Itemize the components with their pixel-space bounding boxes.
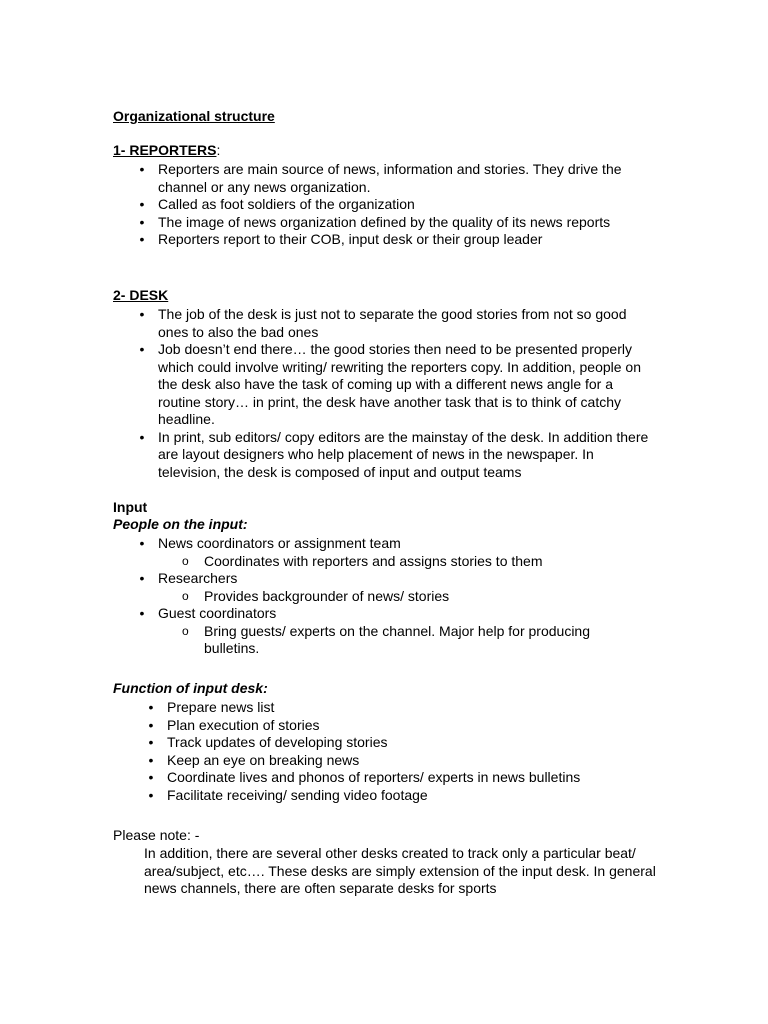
- bullet-icon: •: [139, 231, 145, 247]
- note-paragraph: In addition, there are several other desks created to track only a particular beat/ area/subject, etc…. These desks are simply extension of the input desk. In general news channels, there are often separate desks for sports: [144, 845, 656, 896]
- bullet-icon: •: [148, 769, 154, 785]
- bullet-icon: •: [139, 196, 145, 212]
- sub-list-item: o Provides backgrounder of news/ stories: [182, 587, 450, 604]
- desk-heading: 2- DESK: [113, 287, 169, 303]
- list-item: • Facilitate receiving/ sending video footage: [122, 787, 642, 805]
- list-item: • In print, sub editors/ copy editors are the mainstay of the desk. In addition there are layout designers who help placement of news in the newspaper. In television, the desk is composed of input and output teams: [113, 429, 658, 482]
- desk-list: [113, 306, 658, 481]
- sub-list: [158, 553, 643, 571]
- list-item: • The job of the desk is just not to separate the good stories from not so good ones to also the bad ones: [113, 306, 658, 341]
- bullet-icon: •: [139, 161, 145, 177]
- circle-bullet-icon: o: [182, 553, 189, 568]
- bullet-icon: •: [139, 213, 145, 230]
- list-item: • Job doesn’t end there… the good stories then need to be presented properly which could involve writing/ rewriting the reporters copy. In addition, people on the desk also have the task of coming up with a different news angle for a routine story… in print, the desk have another task that is to think of catchy headline.: [113, 341, 658, 429]
- function-list: [122, 699, 642, 804]
- circle-bullet-icon: o: [182, 623, 189, 638]
- function-heading: Function of input desk:: [113, 680, 268, 696]
- list-item: • Coordinate lives and phonos of reporters/ experts in news bulletins: [122, 769, 642, 787]
- circle-bullet-icon: o: [182, 588, 189, 603]
- list-item: • News coordinators or assignment team o Coordinates with reporters and assigns stories to them: [113, 535, 643, 570]
- list-item: • Plan execution of stories: [122, 717, 642, 735]
- bullet-icon: •: [148, 751, 154, 768]
- list-item: • Researchers o Provides backgrounder of news/ stories: [113, 570, 643, 605]
- sub-list: [158, 623, 643, 658]
- bullet-icon: •: [139, 341, 145, 357]
- bullet-icon: •: [148, 716, 154, 733]
- list-item: • Reporters report to their COB, input desk or their group leader: [113, 231, 633, 249]
- list-item: • Prepare news list: [122, 699, 642, 717]
- list-item: • Track updates of developing stories: [122, 734, 642, 752]
- sub-list-item: o Coordinates with reporters and assigns stories to them: [182, 552, 543, 569]
- document-title: Organizational structure: [113, 108, 275, 124]
- bullet-icon: •: [148, 699, 154, 715]
- list-item: • The image of news organization defined by the quality of its news reports: [113, 214, 633, 232]
- input-people-list: [113, 535, 643, 658]
- bullet-icon: •: [139, 306, 145, 322]
- note-label: Please note: -: [113, 827, 200, 843]
- bullet-icon: •: [139, 428, 145, 445]
- list-item: • Called as foot soldiers of the organization: [113, 196, 633, 214]
- sub-list: [158, 588, 643, 606]
- sub-list-item: o Bring guests/ experts on the channel. Major help for producing bulletins.: [182, 622, 591, 656]
- list-item: • Reporters are main source of news, information and stories. They drive the channel or any news organization.: [113, 161, 633, 196]
- bullet-icon: •: [148, 786, 154, 803]
- bullet-icon: •: [148, 734, 154, 750]
- list-item: • Guest coordinators o Bring guests/ experts on the channel. Major help for producing bulletins.: [113, 605, 643, 658]
- bullet-icon: •: [139, 570, 145, 586]
- reporters-list: [113, 161, 633, 249]
- reporters-heading: 1- REPORTERS: [113, 142, 217, 158]
- reporters-heading-colon: :: [216, 142, 221, 158]
- bullet-icon: •: [139, 535, 145, 551]
- input-people-heading: People on the input:: [113, 516, 248, 532]
- bullet-icon: •: [139, 605, 145, 621]
- input-heading: Input: [113, 499, 148, 515]
- list-item: • Keep an eye on breaking news: [122, 752, 642, 770]
- reporters-heading-line: [113, 142, 220, 160]
